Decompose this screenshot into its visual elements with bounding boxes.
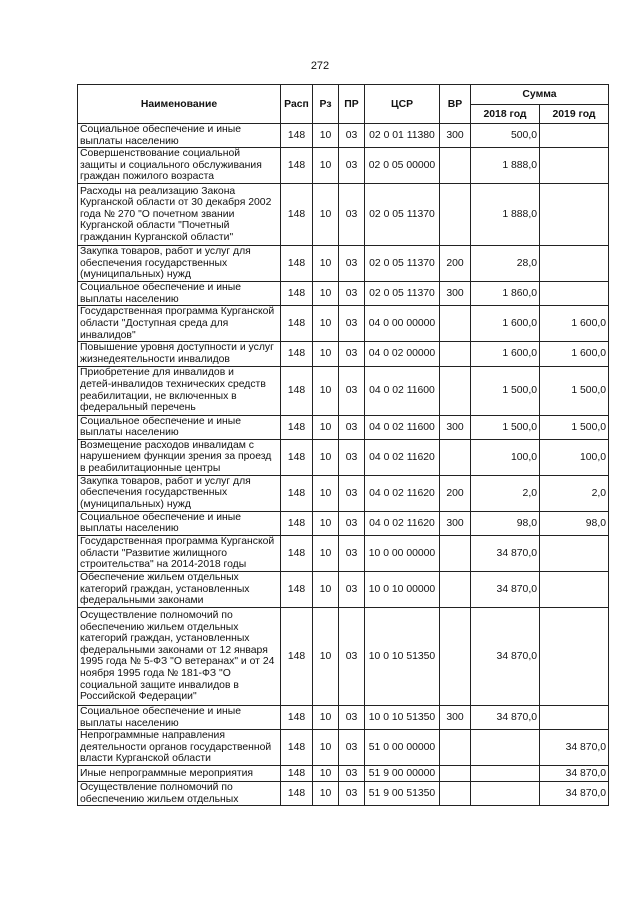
row-name-line: категорий граждан, установленных	[80, 633, 250, 645]
row-name-line: Социальное обеспечение и иные	[80, 415, 242, 427]
cell-rz: 10	[313, 782, 339, 806]
header-pr: ПР	[339, 85, 365, 124]
cell-pr: 03	[339, 342, 365, 366]
row-name	[78, 475, 281, 511]
cell-rasp: 148	[281, 246, 313, 282]
table-row	[78, 511, 609, 535]
page-number: 272	[310, 60, 330, 72]
cell-pr: 03	[339, 705, 365, 729]
row-name-line: инвалидов"	[80, 329, 136, 341]
budget-table	[77, 84, 609, 806]
row-name-line: защиты и социального обслуживания	[80, 159, 262, 171]
row-name-line: обеспечению жильем отдельных	[80, 793, 239, 805]
cell-y2018: 1 600,0	[471, 342, 540, 366]
cell-vr: 200	[440, 246, 471, 282]
row-name-line: жизнедеятельности инвалидов	[80, 353, 230, 365]
cell-vr	[440, 607, 471, 705]
header-2018: 2018 год	[471, 105, 540, 124]
cell-y2018: 500,0	[471, 124, 540, 148]
cell-csr: 51 9 00 00000	[365, 766, 440, 782]
cell-rz: 10	[313, 184, 339, 246]
cell-y2019: 1 500,0	[540, 415, 609, 439]
cell-rz: 10	[313, 705, 339, 729]
row-name-line: федеральными законами от 12 января	[80, 644, 268, 656]
row-name-line: строительства" на 2014-2018 годы	[80, 559, 247, 571]
row-name-line: гражданин Курганской области"	[80, 232, 234, 244]
row-name-line: детей-инвалидов технических средств	[80, 378, 266, 390]
table-row	[78, 439, 609, 475]
row-name-line: социальной защите инвалидов в	[80, 679, 239, 691]
row-name	[78, 306, 281, 342]
cell-pr: 03	[339, 571, 365, 607]
cell-rasp: 148	[281, 439, 313, 475]
cell-csr: 10 0 10 51350	[365, 705, 440, 729]
cell-y2018: 34 870,0	[471, 535, 540, 571]
row-name	[78, 148, 281, 184]
row-name	[78, 342, 281, 366]
cell-y2018: 100,0	[471, 439, 540, 475]
row-name	[78, 766, 281, 782]
table-body	[78, 124, 609, 806]
row-name-line: Закупка товаров, работ и услуг для	[80, 475, 251, 487]
cell-rasp: 148	[281, 571, 313, 607]
table-row	[78, 766, 609, 782]
row-name-line: года № 270 "О почетном звании	[80, 208, 235, 220]
cell-vr	[440, 306, 471, 342]
cell-rasp: 148	[281, 184, 313, 246]
row-name-line: граждан пожилого возраста	[80, 171, 214, 183]
row-name	[78, 246, 281, 282]
cell-pr: 03	[339, 148, 365, 184]
cell-y2018: 1 600,0	[471, 306, 540, 342]
row-name-line: выплаты населению	[80, 135, 179, 147]
table-row	[78, 184, 609, 246]
cell-pr: 03	[339, 511, 365, 535]
cell-rz: 10	[313, 306, 339, 342]
row-name-line: федеральный перечень	[80, 402, 196, 414]
cell-csr: 04 0 02 11600	[365, 415, 440, 439]
row-name-line: Расходы на реализацию Закона	[80, 185, 236, 197]
cell-rz: 10	[313, 475, 339, 511]
cell-rasp: 148	[281, 124, 313, 148]
row-name	[78, 511, 281, 535]
cell-y2018: 98,0	[471, 511, 540, 535]
cell-vr	[440, 535, 471, 571]
cell-vr: 300	[440, 705, 471, 729]
row-name-line: выплаты населению	[80, 427, 179, 439]
row-name-line: выплаты населению	[80, 293, 179, 305]
cell-y2019	[540, 282, 609, 306]
row-name-line: области "Развитие жилищного	[80, 547, 228, 559]
row-name-line: 1995 года № 5-ФЗ "О ветеранах" и от 24	[80, 656, 275, 668]
cell-y2018	[471, 766, 540, 782]
cell-rz: 10	[313, 511, 339, 535]
cell-csr: 02 0 05 11370	[365, 282, 440, 306]
cell-y2019: 34 870,0	[540, 730, 609, 766]
cell-vr	[440, 184, 471, 246]
cell-rz: 10	[313, 342, 339, 366]
cell-csr: 10 0 10 51350	[365, 607, 440, 705]
cell-pr: 03	[339, 475, 365, 511]
row-name	[78, 415, 281, 439]
header-name: Наименование	[78, 85, 281, 124]
cell-rasp: 148	[281, 705, 313, 729]
cell-y2019	[540, 607, 609, 705]
cell-y2019: 34 870,0	[540, 766, 609, 782]
cell-vr: 300	[440, 511, 471, 535]
cell-pr: 03	[339, 124, 365, 148]
cell-rz: 10	[313, 415, 339, 439]
table-row	[78, 342, 609, 366]
row-name-line: (муниципальных) нужд	[80, 269, 191, 281]
cell-vr	[440, 439, 471, 475]
cell-csr: 02 0 01 11380	[365, 124, 440, 148]
row-name-line: Закупка товаров, работ и услуг для	[80, 246, 251, 258]
row-name-line: федеральными законами	[80, 595, 204, 607]
cell-y2018: 28,0	[471, 246, 540, 282]
cell-vr	[440, 571, 471, 607]
cell-csr: 04 0 02 11620	[365, 475, 440, 511]
row-name-line: Курганской области от 30 декабря 2002	[80, 197, 272, 209]
cell-rz: 10	[313, 246, 339, 282]
row-name-line: Социальное обеспечение и иные	[80, 282, 242, 294]
row-name-line: Совершенствование социальной	[80, 148, 241, 160]
row-name	[78, 282, 281, 306]
cell-rasp: 148	[281, 366, 313, 415]
cell-vr	[440, 766, 471, 782]
row-name-line: Иные непрограммные мероприятия	[80, 767, 254, 779]
header-csr: ЦСР	[365, 85, 440, 124]
row-name	[78, 366, 281, 415]
cell-y2018: 34 870,0	[471, 607, 540, 705]
row-name-line: деятельности органов государственной	[80, 741, 272, 753]
cell-csr: 02 0 05 00000	[365, 148, 440, 184]
cell-y2019: 1 500,0	[540, 366, 609, 415]
cell-rasp: 148	[281, 282, 313, 306]
cell-y2019	[540, 184, 609, 246]
table-row	[78, 535, 609, 571]
cell-rz: 10	[313, 607, 339, 705]
table-row	[78, 124, 609, 148]
cell-csr: 51 0 00 00000	[365, 730, 440, 766]
header-rz: Рз	[313, 85, 339, 124]
cell-rasp: 148	[281, 730, 313, 766]
header-vr: ВР	[440, 85, 471, 124]
cell-y2018: 34 870,0	[471, 705, 540, 729]
row-name-line: Российской Федерации"	[80, 691, 197, 703]
cell-y2018	[471, 782, 540, 806]
cell-rasp: 148	[281, 535, 313, 571]
row-name-line: Непрограммные направления	[80, 730, 225, 742]
table-row	[78, 148, 609, 184]
cell-y2019	[540, 705, 609, 729]
cell-rasp: 148	[281, 766, 313, 782]
cell-y2018	[471, 730, 540, 766]
table-row	[78, 475, 609, 511]
cell-y2019	[540, 148, 609, 184]
header-2019: 2019 год	[540, 105, 609, 124]
row-name-line: Государственная программа Курганской	[80, 536, 275, 548]
table-row	[78, 607, 609, 705]
row-name-line: Повышение уровня доступности и услуг	[80, 342, 274, 354]
cell-pr: 03	[339, 766, 365, 782]
cell-y2019	[540, 124, 609, 148]
row-name-line: реабилитации, не включенных в	[80, 390, 237, 402]
row-name-line: Социальное обеспечение и иные	[80, 511, 242, 523]
row-name-line: выплаты населению	[80, 523, 179, 535]
cell-rasp: 148	[281, 148, 313, 184]
cell-pr: 03	[339, 415, 365, 439]
row-name	[78, 124, 281, 148]
cell-rz: 10	[313, 148, 339, 184]
header-sum: Сумма	[471, 85, 609, 105]
cell-csr: 04 0 02 11600	[365, 366, 440, 415]
cell-pr: 03	[339, 184, 365, 246]
row-name-line: обеспечения государственных	[80, 487, 228, 499]
table-row	[78, 306, 609, 342]
row-name	[78, 705, 281, 729]
cell-vr: 300	[440, 124, 471, 148]
cell-vr	[440, 782, 471, 806]
cell-rasp: 148	[281, 306, 313, 342]
cell-rz: 10	[313, 571, 339, 607]
row-name	[78, 439, 281, 475]
cell-y2019: 98,0	[540, 511, 609, 535]
cell-y2018: 1 888,0	[471, 148, 540, 184]
cell-y2019: 1 600,0	[540, 306, 609, 342]
cell-vr: 300	[440, 415, 471, 439]
cell-y2019	[540, 571, 609, 607]
cell-rasp: 148	[281, 415, 313, 439]
row-name	[78, 184, 281, 246]
table-row	[78, 246, 609, 282]
row-name-line: Обеспечение жильем отдельных	[80, 572, 239, 584]
row-name	[78, 571, 281, 607]
cell-pr: 03	[339, 282, 365, 306]
table-row	[78, 366, 609, 415]
row-name	[78, 730, 281, 766]
row-name-line: в реабилитационные центры	[80, 463, 221, 475]
cell-y2018: 1 888,0	[471, 184, 540, 246]
row-name-line: нарушением функции зрения за проезд	[80, 451, 272, 463]
cell-rz: 10	[313, 366, 339, 415]
row-name-line: категорий граждан, установленных	[80, 583, 250, 595]
row-name-line: Осуществление полномочий по	[80, 610, 233, 622]
cell-rz: 10	[313, 730, 339, 766]
row-name	[78, 782, 281, 806]
row-name-line: обеспечению жильем отдельных	[80, 621, 239, 633]
cell-y2018: 34 870,0	[471, 571, 540, 607]
row-name-line: Осуществление полномочий по	[80, 782, 233, 794]
cell-pr: 03	[339, 246, 365, 282]
row-name-line: Возмещение расходов инвалидам с	[80, 439, 254, 451]
cell-rz: 10	[313, 535, 339, 571]
cell-vr	[440, 366, 471, 415]
cell-csr: 10 0 10 00000	[365, 571, 440, 607]
cell-vr	[440, 342, 471, 366]
cell-csr: 51 9 00 51350	[365, 782, 440, 806]
cell-csr: 02 0 05 11370	[365, 246, 440, 282]
cell-rasp: 148	[281, 607, 313, 705]
cell-y2018: 1 500,0	[471, 366, 540, 415]
cell-rz: 10	[313, 439, 339, 475]
table-row	[78, 705, 609, 729]
cell-csr: 04 0 02 11620	[365, 439, 440, 475]
cell-y2018: 1 860,0	[471, 282, 540, 306]
cell-y2019: 34 870,0	[540, 782, 609, 806]
cell-pr: 03	[339, 366, 365, 415]
cell-rasp: 148	[281, 342, 313, 366]
cell-csr: 04 0 02 11620	[365, 511, 440, 535]
cell-rasp: 148	[281, 475, 313, 511]
row-name-line: власти Курганской области	[80, 753, 211, 765]
row-name-line: Государственная программа Курганской	[80, 306, 275, 318]
cell-pr: 03	[339, 306, 365, 342]
cell-pr: 03	[339, 535, 365, 571]
cell-rz: 10	[313, 766, 339, 782]
row-name	[78, 535, 281, 571]
cell-vr	[440, 148, 471, 184]
cell-csr: 04 0 00 00000	[365, 306, 440, 342]
cell-vr	[440, 730, 471, 766]
cell-vr: 300	[440, 282, 471, 306]
row-name-line: обеспечения государственных	[80, 257, 228, 269]
header-rasp: Расп	[281, 85, 313, 124]
cell-rasp: 148	[281, 782, 313, 806]
row-name-line: Социальное обеспечение и иные	[80, 124, 242, 135]
cell-pr: 03	[339, 730, 365, 766]
table-row	[78, 571, 609, 607]
cell-y2019: 1 600,0	[540, 342, 609, 366]
cell-rz: 10	[313, 282, 339, 306]
row-name-line: Социальное обеспечение и иные	[80, 705, 242, 717]
row-name-line: (муниципальных) нужд	[80, 499, 191, 511]
cell-rz: 10	[313, 124, 339, 148]
cell-vr: 200	[440, 475, 471, 511]
cell-y2018: 2,0	[471, 475, 540, 511]
row-name-line: ноября 1995 года № 181-ФЗ "О	[80, 668, 231, 680]
cell-csr: 02 0 05 11370	[365, 184, 440, 246]
cell-y2019: 100,0	[540, 439, 609, 475]
table-row	[78, 282, 609, 306]
row-name-line: выплаты населению	[80, 717, 179, 729]
table-row	[78, 415, 609, 439]
cell-y2019: 2,0	[540, 475, 609, 511]
cell-pr: 03	[339, 607, 365, 705]
cell-y2019	[540, 535, 609, 571]
table-row	[78, 782, 609, 806]
cell-y2019	[540, 246, 609, 282]
cell-pr: 03	[339, 782, 365, 806]
cell-y2018: 1 500,0	[471, 415, 540, 439]
row-name-line: Курганской области "Почетный	[80, 220, 230, 232]
row-name-line: области "Доступная среда для	[80, 318, 229, 330]
cell-csr: 04 0 02 00000	[365, 342, 440, 366]
cell-csr: 10 0 00 00000	[365, 535, 440, 571]
table-row	[78, 730, 609, 766]
cell-rasp: 148	[281, 511, 313, 535]
row-name-line: Приобретение для инвалидов и	[80, 367, 234, 379]
row-name	[78, 607, 281, 705]
cell-pr: 03	[339, 439, 365, 475]
